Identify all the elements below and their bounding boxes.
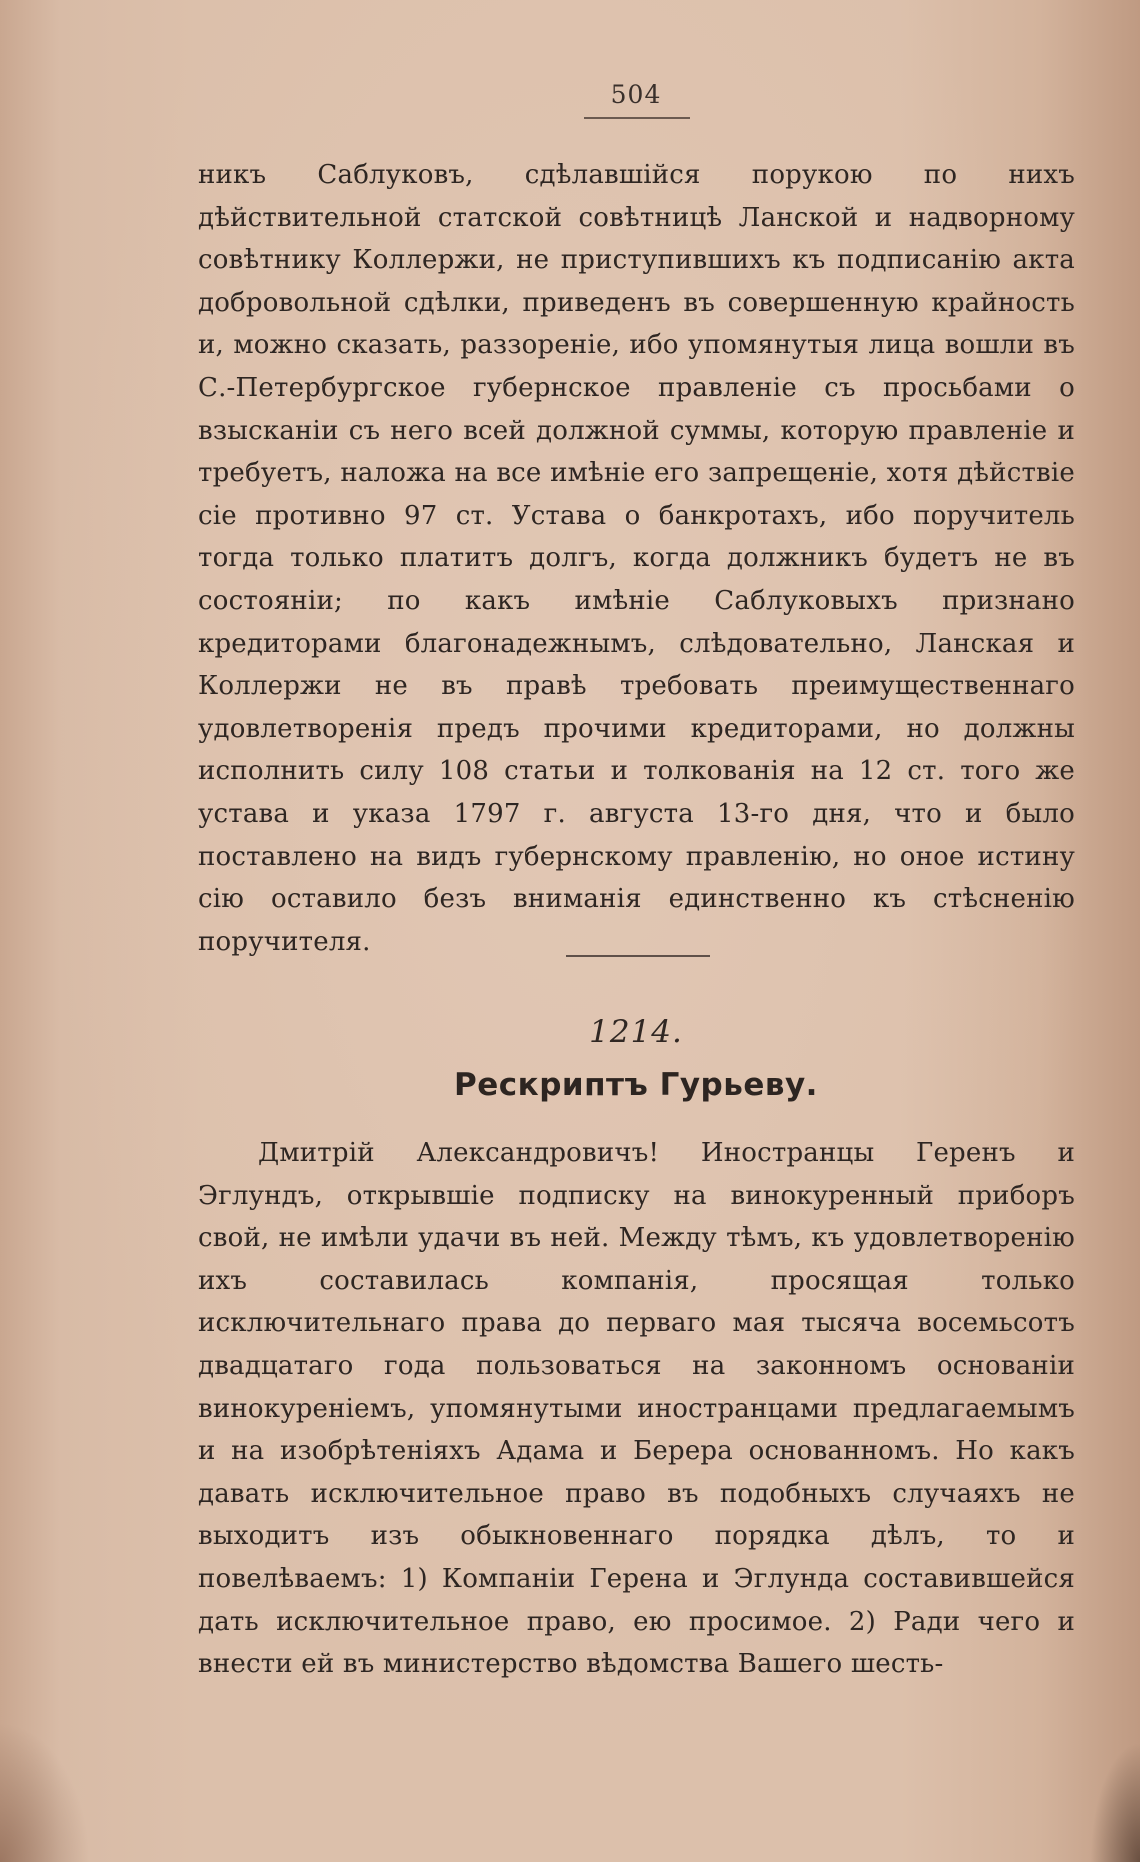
document-title: Рескриптъ Гурьеву. xyxy=(454,1067,818,1103)
document-body xyxy=(198,1132,1075,1686)
page-corner-shadow xyxy=(0,1722,90,1862)
previous-document-paragraph: никъ Саблуковъ, сдѣлавшійся порукою по нихъ дѣйствительной статской совѣтницѣ Ланской и надворному совѣтнику Коллержи, не приступившихъ къ подписанію акта добровольной сдѣлки, приведенъ въ совершенную крайность и, можно сказать, раззореніе, ибо упомянутыя лица вошли въ С.-Петербургское губернское правленіе съ просьбами о взысканіи съ него всей должной суммы, которую правленіе и требуетъ, наложа на все имѣніе его запрещеніе, хотя дѣйствіе сіе противно 97 ст. Устава о банкротахъ, ибо поручитель тогда только платитъ долгъ, когда должникъ будетъ не въ состояніи; по какъ имѣніе Саблуковыхъ признано кредиторами благонадежнымъ, слѣдовательно, Ланская и Коллержи не въ правѣ требовать преимущественнаго удовлетворенія предъ прочими кредиторами, но должны исполнить силу 108 статьи и толкованія на 12 ст. того же устава и указа 1797 г. августа 13-го дня, что и было поставлено на видъ губернскому правленію, но оное истину сію оставило безъ вниманія единственно къ стѣсненію поручителя. xyxy=(198,160,1075,957)
section-divider xyxy=(566,955,710,957)
page-edge-shadow xyxy=(1090,1742,1140,1862)
page-number: 504 xyxy=(610,80,662,109)
header-rule xyxy=(584,117,690,119)
document-paragraph: Дмитрій Александровичъ! Иностранцы Геренъ и Эглундъ, открывшіе подписку на винокуренный приборъ свой, не имѣли удачи въ ней. Между тѣмъ, къ удовлетворенію ихъ составилась компанія, просящая только исключительнаго права до перваго мая тысяча восемьсотъ двадцатаго года пользоваться на законномъ основаніи винокуреніемъ, упомянутыми иностранцами предлагаемымъ и на изобрѣтеніяхъ Адама и Берера основанномъ. Но какъ давать исключительное право въ подобныхъ случаяхъ не выходитъ изъ обыкновеннаго порядка дѣлъ, то и повелѣваемъ: 1) Компаніи Герена и Эглунда составившейся дать исключительное право, ею просимое. 2) Ради чего и внести ей въ министерство вѣдомства Вашего шесть- xyxy=(198,1138,1075,1680)
document-number: 1214. xyxy=(589,1014,683,1050)
previous-document-continuation xyxy=(198,154,1075,963)
